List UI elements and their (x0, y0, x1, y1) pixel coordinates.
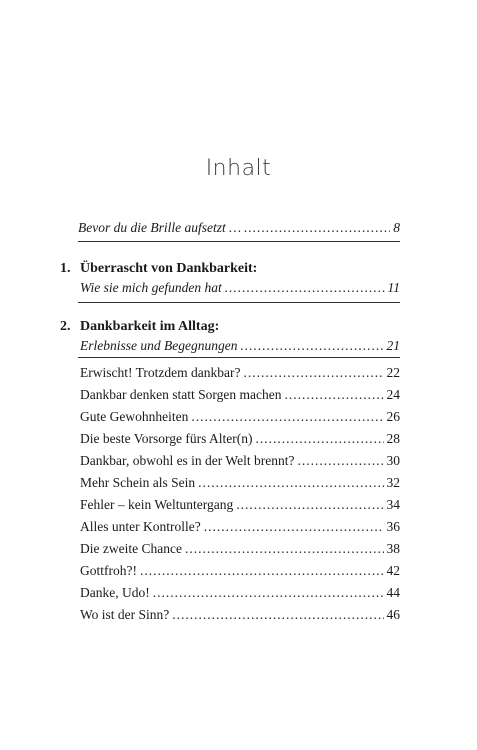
toc-entry-label: Danke, Udo! (80, 585, 150, 600)
divider (78, 357, 400, 358)
toc-entry-label: Wo ist der Sinn? (80, 607, 170, 622)
toc-entry-page: 46 (386, 607, 400, 622)
dot-leader (240, 337, 383, 355)
toc-entry-section (80, 386, 400, 404)
dot-leader (284, 386, 383, 404)
chapter-heading-1 (60, 260, 257, 278)
toc-entry-label: Alles unter Kontrolle? (80, 519, 201, 534)
dot-leader (153, 584, 384, 602)
chapter-heading-2 (60, 318, 219, 336)
divider (78, 302, 400, 303)
toc-entry-chapter-2 (80, 337, 400, 355)
dot-leader (198, 474, 383, 492)
toc-entry-label: Fehler – kein Weltuntergang (80, 497, 234, 512)
dot-leader (185, 540, 384, 558)
toc-entry-section (80, 474, 400, 492)
toc-entry-page: 24 (386, 387, 400, 402)
toc-entry-page: 44 (386, 585, 400, 600)
dot-leader (225, 279, 385, 297)
toc-entry-page: 26 (386, 409, 400, 424)
dot-leader (236, 496, 383, 514)
toc-entry-page: 11 (387, 280, 400, 295)
toc-entry-page: 21 (386, 338, 400, 353)
toc-entry-intro (78, 219, 400, 237)
toc-entry-section (80, 430, 400, 448)
toc-entry-page: 8 (393, 220, 400, 235)
toc-entry-page: 34 (386, 497, 400, 512)
toc-entry-label: Gute Gewohnheiten (80, 409, 189, 424)
toc-entry-label: Mehr Schein als Sein (80, 475, 196, 490)
toc-entry-chapter-1 (80, 279, 400, 297)
toc-entry-section (80, 584, 400, 602)
toc-entry-page: 36 (386, 519, 400, 534)
toc-entry-label: Die beste Vorsorge fürs Alter(n) (80, 431, 253, 446)
dot-leader (191, 408, 383, 426)
chapter-title: Überrascht von Dankbarkeit: (80, 261, 258, 276)
dot-leader (204, 518, 384, 536)
toc-entry-section (80, 408, 400, 426)
chapter-number: 2. (60, 319, 71, 334)
toc-entry-page: 22 (386, 365, 400, 380)
toc-entry-page: 42 (386, 563, 400, 578)
toc-entry-label: Dankbar, obwohl es in der Welt brennt? (80, 453, 295, 468)
dot-leader (140, 562, 384, 580)
dot-leader (244, 219, 390, 237)
toc-entry-label: Dankbar denken statt Sorgen machen (80, 387, 282, 402)
toc-entry-section (80, 540, 400, 558)
dot-leader (243, 364, 383, 382)
toc-entry-page: 30 (386, 453, 400, 468)
toc-entry-section (80, 518, 400, 536)
dot-leader (297, 452, 383, 470)
page-title: Inhalt (205, 156, 272, 181)
dot-leader (172, 606, 383, 624)
chapter-number: 1. (60, 261, 71, 276)
toc-entry-label: Erlebnisse und Begegnungen (80, 338, 238, 353)
toc-entry-label: Erwischt! Trotzdem dankbar? (80, 365, 241, 380)
toc-entry-page: 32 (386, 475, 400, 490)
toc-entry-section (80, 496, 400, 514)
toc-entry-section (80, 452, 400, 470)
toc-entry-section (80, 606, 400, 624)
toc-entry-section (80, 364, 400, 382)
toc-entry-page: 28 (386, 431, 400, 446)
divider (78, 241, 400, 242)
toc-entry-label: Die zweite Chance (80, 541, 182, 556)
toc-entry-section (80, 562, 400, 580)
toc-entry-label: Bevor du die Brille aufsetzt … (78, 220, 242, 235)
toc-entry-page: 38 (386, 541, 400, 556)
toc-entry-label: Wie sie mich gefunden hat (80, 280, 222, 295)
dot-leader (255, 430, 383, 448)
chapter-title: Dankbarkeit im Alltag: (80, 319, 220, 334)
toc-entry-label: Gottfroh?! (80, 563, 137, 578)
